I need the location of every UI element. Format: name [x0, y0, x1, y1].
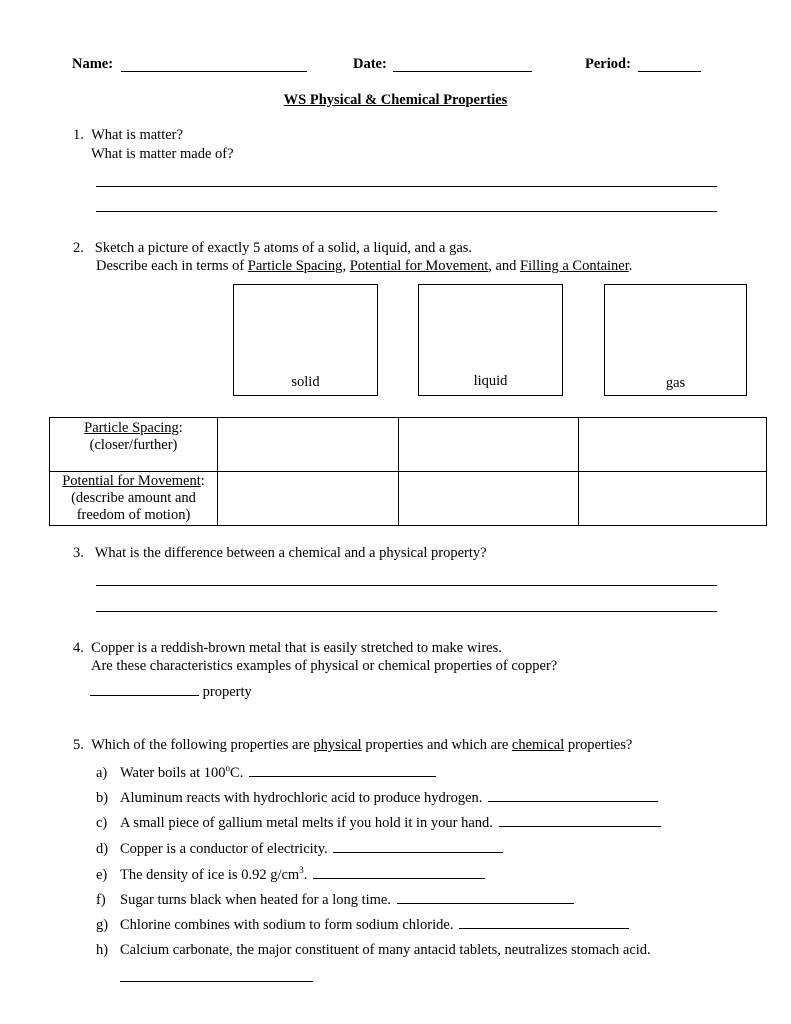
q5-heading [73, 737, 632, 754]
gas-spacing-cell[interactable] [579, 418, 767, 472]
q5-item-text: Aluminum reacts with hydrochloric acid to produce hydrogen. [120, 790, 483, 806]
properties-table [49, 417, 767, 526]
q1-text1: What is matter? [91, 127, 183, 143]
q5-answer-blank-c[interactable] [499, 814, 661, 827]
date-field[interactable] [393, 71, 532, 72]
page-title: WS Physical & Chemical Properties [283, 92, 508, 108]
solid-spacing-cell[interactable] [218, 418, 399, 472]
gas-label: gas [665, 375, 686, 391]
q5-prefix: Which of the following properties are [91, 737, 314, 753]
q5-item-text: Water boils at 100 [120, 764, 226, 781]
q5-answer-blank-a[interactable] [249, 764, 436, 777]
q4-number: 4. [73, 640, 84, 656]
q5-answer-blank-f[interactable] [397, 891, 574, 904]
potential-movement-colon: : [200, 473, 205, 489]
q2-term-potential-movement: Potential for Movement [349, 258, 489, 274]
q2-text1: Sketch a picture of exactly 5 atoms of a solid, a liquid, and a gas. [94, 240, 473, 256]
q1-line1 [73, 127, 183, 144]
q5-item-letter: h) [96, 942, 109, 958]
q5-item-text: Chlorine combines with sodium to form sodium chloride. [120, 917, 454, 933]
q4-answer-suffix: property [199, 684, 252, 700]
q1-answer-line-2[interactable] [96, 211, 717, 212]
q5-item-d [96, 840, 503, 858]
q5-item-text: A small piece of gallium metal melts if you hold it in your hand. [120, 815, 493, 831]
header-date [353, 56, 387, 73]
solid-movement-cell[interactable] [218, 472, 399, 526]
q5-item-letter: b) [96, 790, 109, 806]
q5-item-text: The density of ice is 0.92 g/cm [120, 866, 300, 883]
gas-movement-cell[interactable] [579, 472, 767, 526]
q5-item-g [96, 916, 629, 934]
particle-spacing-label-cell [50, 418, 218, 472]
particle-spacing-colon: : [178, 420, 183, 436]
q2-line2 [96, 258, 632, 275]
q1-answer-line-1[interactable] [96, 186, 717, 187]
liquid-label: liquid [473, 373, 508, 389]
q4-answer [90, 683, 252, 701]
q5-answer-blank-d[interactable] [333, 840, 503, 853]
q5-answer-blank-e[interactable] [313, 866, 485, 879]
q4-text1: Copper is a reddish-brown metal that is easily stretched to make wires. [91, 640, 502, 656]
q3-number: 3. [73, 545, 84, 561]
q5-item-text: Calcium carbonate, the major constituent of many antacid tablets, neutralizes stomach acid. [120, 942, 651, 958]
table-row-particle-spacing [50, 418, 767, 472]
q5-item-h [96, 942, 651, 959]
q2-sep2: , and [488, 258, 521, 274]
q5-item-c [96, 814, 661, 832]
q5-suffix: properties? [564, 737, 633, 753]
name-field[interactable] [121, 71, 307, 72]
liquid-sketch-box[interactable] [418, 284, 563, 396]
name-label: Name: [72, 56, 114, 72]
q1-text2: What is matter made of? [91, 146, 234, 162]
q3-text: What is the difference between a chemical and a physical property? [94, 545, 487, 561]
date-label: Date: [353, 56, 387, 72]
solid-sketch-box[interactable] [233, 284, 378, 396]
q3-line [73, 545, 487, 562]
q5-middle: properties and which are [361, 737, 512, 753]
q5-number: 5. [73, 737, 84, 753]
q1-number: 1. [73, 127, 84, 143]
q5-answer-blank-g[interactable] [459, 916, 629, 929]
q5-item-e [96, 865, 485, 884]
particle-spacing-sub: (closer/further) [89, 437, 178, 453]
q5-item-letter: e) [96, 866, 108, 883]
q5-item-letter: f) [96, 892, 106, 908]
degree-superscript: o [225, 763, 231, 773]
liquid-movement-cell[interactable] [399, 472, 579, 526]
q2-term-filling-container: Filling a Container [520, 258, 629, 274]
q5-item-a [96, 763, 436, 782]
q5-item-letter: g) [96, 917, 109, 933]
q5-item-b [96, 789, 658, 807]
potential-movement-label-cell [50, 472, 218, 526]
q2-number: 2. [73, 240, 84, 256]
q5-item-text-end: C. [230, 764, 244, 781]
header-period [585, 56, 631, 73]
cubed-superscript: 3 [299, 865, 304, 875]
q3-answer-line-2[interactable] [96, 611, 717, 612]
q4-text2: Are these characteristics examples of physical or chemical properties of copper? [91, 658, 558, 674]
q2-line1 [73, 240, 472, 257]
q5-item-letter: c) [96, 815, 108, 831]
q5-item-letter: a) [96, 764, 108, 781]
q5-item-f [96, 891, 574, 909]
q5-item-letter: d) [96, 841, 109, 857]
q5-answer-blank-b[interactable] [488, 789, 658, 802]
potential-movement-sub1: (describe amount and [71, 490, 196, 506]
q2-prefix: Describe each in terms of [96, 258, 248, 274]
q5-item-text: Copper is a conductor of electricity. [120, 841, 328, 857]
q2-sep1: , [342, 258, 350, 274]
q5-word-physical: physical [313, 737, 362, 753]
header-name [72, 56, 113, 73]
particle-spacing-title: Particle Spacing [84, 420, 179, 436]
q2-end: . [628, 258, 633, 274]
potential-movement-sub2: freedom of motion) [76, 507, 191, 523]
q5-item-text-end: . [303, 866, 308, 883]
q5-answer-blank-h[interactable] [120, 981, 313, 982]
q4-answer-blank[interactable] [90, 683, 199, 696]
q5-item-text: Sugar turns black when heated for a long time. [120, 892, 391, 908]
liquid-spacing-cell[interactable] [399, 418, 579, 472]
potential-movement-title: Potential for Movement [62, 473, 201, 489]
q5-word-chemical: chemical [511, 737, 565, 753]
q4-line1 [73, 640, 502, 657]
q3-answer-line-1[interactable] [96, 585, 717, 586]
q2-term-particle-spacing: Particle Spacing [247, 258, 343, 274]
solid-label: solid [291, 374, 320, 390]
period-label: Period: [585, 56, 631, 72]
table-row-potential-movement [50, 472, 767, 526]
period-field[interactable] [638, 71, 701, 72]
gas-sketch-box[interactable] [604, 284, 747, 396]
